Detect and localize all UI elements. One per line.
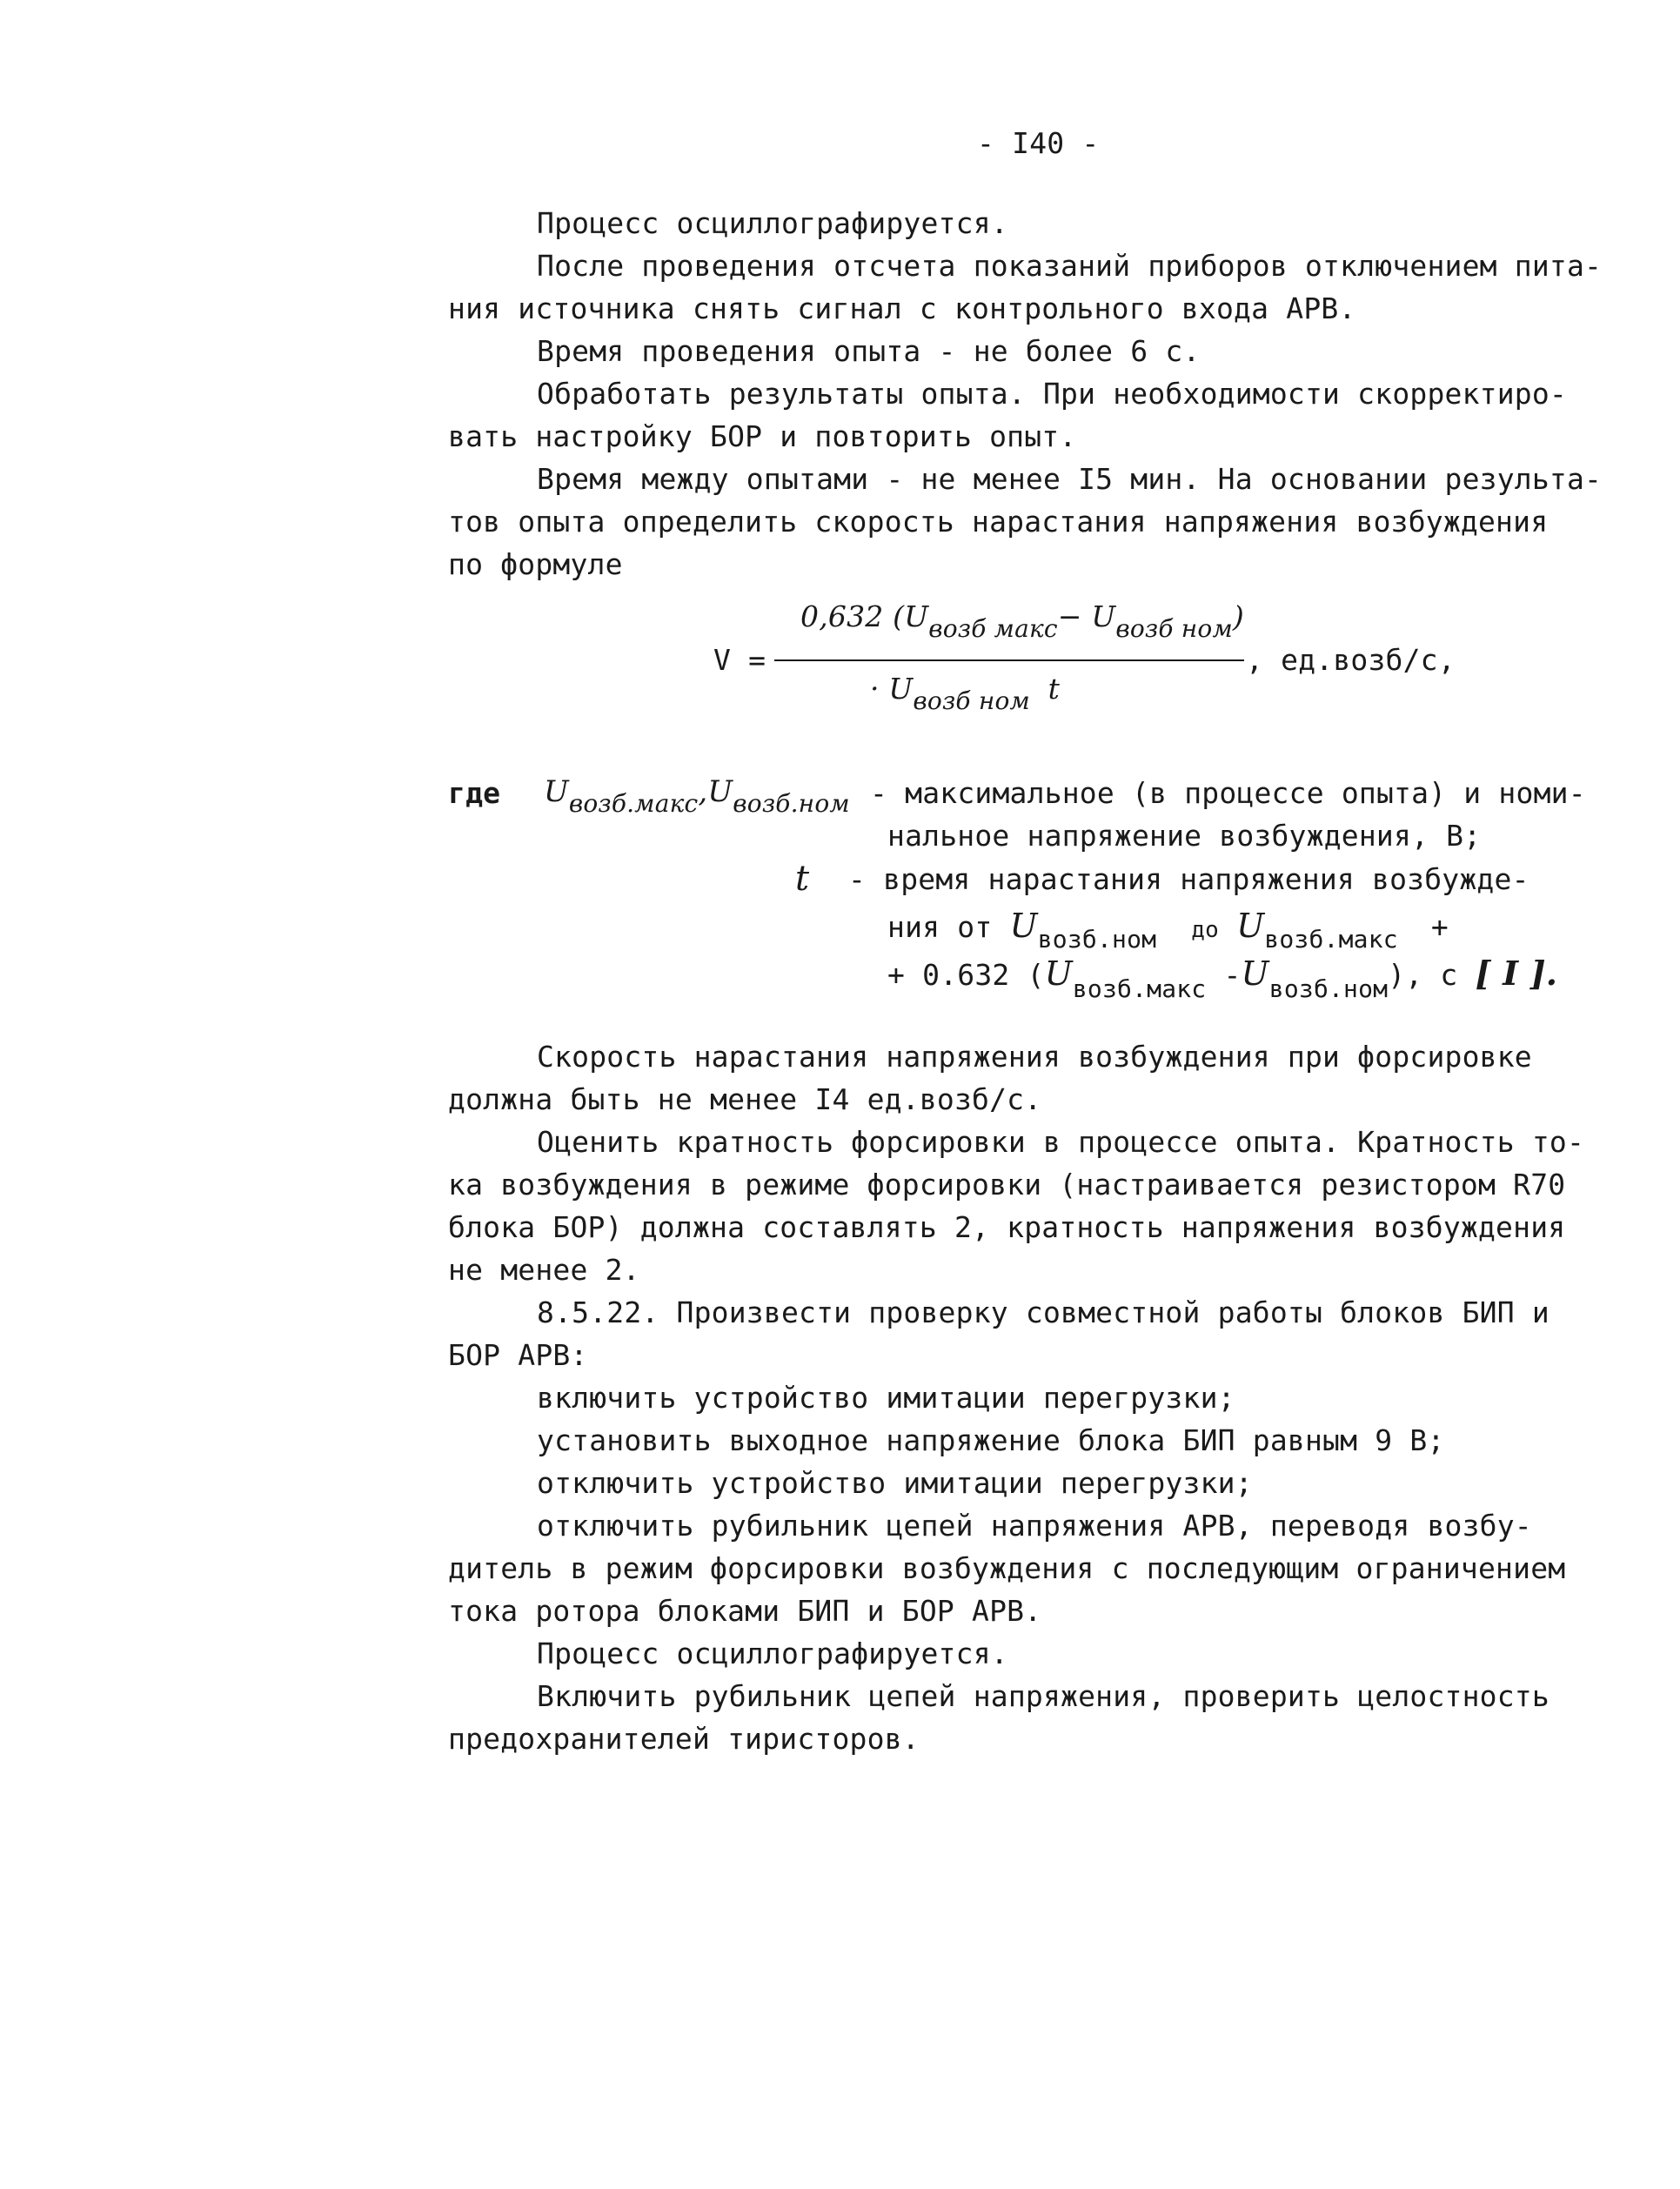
text-line: блока БОР) должна составлять 2, кратность напряжения возбуждения — [448, 1210, 1566, 1244]
text-line: предохранителей тиристоров. — [448, 1722, 920, 1756]
def2-line2 — [887, 907, 1449, 954]
formula-denominator — [870, 672, 1061, 715]
def1-line1: - максимальное (в процессе опыта) и номи- — [870, 776, 1586, 810]
def2-end: ), с — [1388, 958, 1458, 992]
def2-coef: + 0.632 ( — [887, 958, 1045, 992]
text-line: тов опыта определить скорость нарастания напряжения возбуждения — [448, 505, 1549, 539]
text-line: по формуле — [448, 547, 623, 581]
text-line: отключить устройство имитации перегрузки; — [537, 1466, 1253, 1500]
text-line: Оценить кратность форсировки в процессе опыта. Кратность то- — [537, 1125, 1585, 1159]
reference: [ I ]. — [1475, 954, 1558, 993]
u-max-symbol: U — [544, 774, 569, 809]
text-line: отключить рубильник цепей напряжения АРВ, переводя возбу- — [537, 1509, 1532, 1543]
text-line: вать настройку БОР и повторить опыт. — [448, 419, 1077, 453]
def2-plus: + — [1430, 910, 1449, 944]
fraction-bar — [774, 659, 1244, 661]
numerator-close: ) — [1232, 599, 1244, 633]
def2-u1-sub: возб.ном — [1037, 925, 1157, 954]
text-line: включить устройство имитации перегрузки; — [537, 1381, 1235, 1415]
denominator-t: t — [1047, 672, 1061, 706]
text-line: Скорость нарастания напряжения возбуждения при форсировке — [537, 1040, 1532, 1074]
def2-minus: - — [1223, 958, 1242, 992]
def2-u3-sub: возб.макс — [1072, 974, 1207, 1003]
def2-u2-sub: возб.макс — [1264, 925, 1398, 954]
text-line: ка возбуждения в режиме форсировки (настраивается резистором R70 — [448, 1168, 1566, 1202]
formula-numerator — [800, 599, 1244, 643]
text-line: Включить рубильник цепей напряжения, проверить целостность — [537, 1679, 1549, 1713]
text-line: Обработать результаты опыта. При необходимости скорректиро- — [537, 377, 1567, 411]
def2-to: до — [1191, 917, 1219, 943]
where-label: где — [448, 776, 501, 810]
numerator-sub1: возб макс — [928, 614, 1058, 643]
numerator-sub2: возб ном — [1115, 614, 1233, 643]
denominator-sub: возб ном — [913, 686, 1030, 715]
text-line: Время между опытами - не менее I5 мин. На основании результа- — [537, 462, 1603, 496]
text-line: установить выходное напряжение блока БИП равным 9 В; — [537, 1423, 1445, 1457]
def2-u4-sub: возб.ном — [1268, 974, 1389, 1003]
denominator-u: · U — [870, 672, 914, 706]
def2-u3: U — [1044, 954, 1073, 993]
text-line: Процесс осциллографируется. — [537, 206, 1008, 240]
def2-u1: U — [1009, 907, 1038, 945]
def2-from: ния от — [887, 910, 993, 944]
text-line: дитель в режим форсировки возбуждения с последующим ограничением — [448, 1551, 1566, 1585]
text-line: не менее 2. — [448, 1253, 640, 1287]
formula-lhs: V = — [713, 643, 766, 677]
text-line: Время проведения опыта - не более 6 с. — [537, 334, 1201, 368]
where-symbols — [544, 774, 850, 818]
text-line: После проведения отсчета показаний приборов отключением пита- — [537, 249, 1603, 283]
formula-unit: , ед.возб/с, — [1246, 643, 1456, 677]
text-line: БОР АРВ: — [448, 1338, 588, 1372]
u-nom-sub: возб.ном — [733, 789, 850, 818]
def2-line3 — [887, 954, 1558, 1003]
text-line: 8.5.22. Произвести проверку совместной работы блоков БИП и — [537, 1295, 1549, 1329]
u-max-sub: возб.макс — [568, 789, 699, 818]
def2-u2: U — [1236, 907, 1265, 945]
def1-line2: нальное напряжение возбуждения, В; — [887, 819, 1482, 853]
text-line: ния источника снять сигнал с контрольного входа АРВ. — [448, 291, 1356, 325]
def2-line1: - время нарастания напряжения возбужде- — [848, 862, 1529, 896]
text-line: должна быть не менее I4 ед.возб/с. — [448, 1082, 1042, 1116]
u-nom-symbol: U — [707, 774, 733, 809]
text-line: тока ротора блоками БИП и БОР АРВ. — [448, 1594, 1042, 1628]
where-comma: , — [698, 774, 708, 809]
numerator-coef: 0,632 (U — [800, 599, 929, 633]
def2-u4: U — [1241, 954, 1269, 993]
t-symbol: t — [795, 859, 810, 899]
text-line: Процесс осциллографируется. — [537, 1637, 1008, 1670]
numerator-minus: − U — [1057, 599, 1116, 633]
page-number: - I40 - — [977, 126, 1100, 160]
